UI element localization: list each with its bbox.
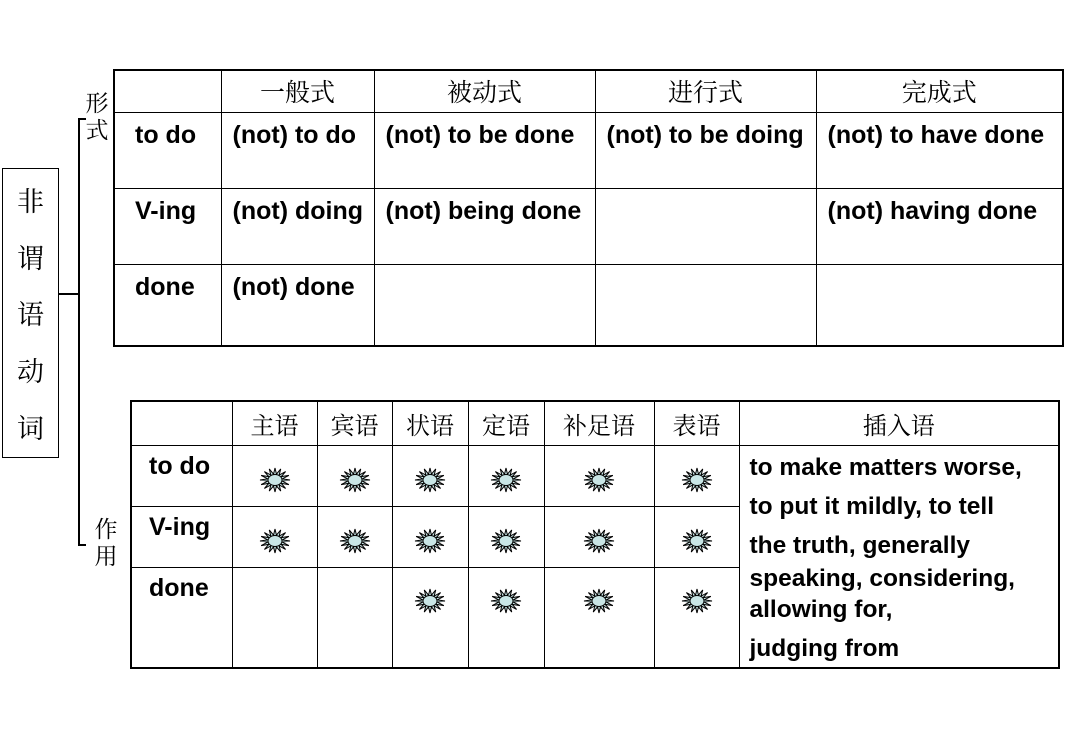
header-cell — [131, 401, 232, 445]
mark-cell — [544, 567, 654, 668]
mark-cell — [468, 506, 544, 567]
header-cell: 主语 — [232, 401, 317, 445]
title-char: 动 — [17, 357, 44, 389]
mark-cell — [392, 567, 468, 668]
mark-cell — [232, 445, 317, 506]
sun-icon — [581, 465, 617, 495]
header-cell: 补足语 — [544, 401, 654, 445]
sun-icon — [412, 465, 448, 495]
table-row — [114, 188, 1063, 264]
row-header: V-ing — [131, 506, 232, 567]
header-cell: 进行式 — [595, 70, 816, 112]
sun-icon — [412, 526, 448, 556]
row-header: done — [114, 264, 221, 346]
mark-cell — [392, 506, 468, 567]
table-cell — [595, 264, 816, 346]
header-cell: 一般式 — [221, 70, 374, 112]
function-table — [130, 400, 1060, 669]
row-header: to do — [131, 445, 232, 506]
bracket-bottom-tick — [78, 544, 86, 546]
mark-cell — [232, 567, 317, 668]
sun-icon — [679, 465, 715, 495]
bracket-stem — [59, 293, 79, 295]
row-header: V-ing — [114, 188, 221, 264]
mark-cell — [468, 567, 544, 668]
sun-icon — [679, 526, 715, 556]
mark-cell — [654, 506, 739, 567]
table-cell — [374, 264, 595, 346]
sun-icon — [412, 586, 448, 616]
insertion-line: allowing for, — [749, 595, 893, 623]
title-char: 词 — [17, 414, 44, 446]
form-label: 形 式 — [85, 91, 109, 144]
header-cell: 定语 — [468, 401, 544, 445]
forms-table — [113, 69, 1064, 347]
sun-icon — [581, 526, 617, 556]
title-char: 语 — [17, 300, 44, 332]
sun-icon — [488, 465, 524, 495]
mark-cell — [544, 445, 654, 506]
mark-cell — [317, 567, 392, 668]
table-header-row — [131, 401, 1059, 445]
mark-cell — [317, 506, 392, 567]
header-cell: 状语 — [392, 401, 468, 445]
title-char: 非 — [17, 186, 44, 218]
insertion-line: to make matters worse, — [749, 453, 1022, 481]
title-box — [2, 168, 59, 458]
table-cell: (not) to do — [221, 112, 374, 188]
row-header: to do — [114, 112, 221, 188]
header-cell: 被动式 — [374, 70, 595, 112]
header-cell: 宾语 — [317, 401, 392, 445]
table-cell: (not) being done — [374, 188, 595, 264]
sun-icon — [488, 586, 524, 616]
table-row — [131, 445, 1059, 506]
sun-icon — [337, 465, 373, 495]
table-cell: (not) having done — [816, 188, 1063, 264]
table-cell: (not) to be doing — [595, 112, 816, 188]
sun-icon — [679, 586, 715, 616]
table-row — [114, 264, 1063, 346]
table-cell: (not) doing — [221, 188, 374, 264]
sun-icon — [257, 465, 293, 495]
mark-cell — [317, 445, 392, 506]
bracket-vertical — [78, 118, 80, 545]
mark-cell — [232, 506, 317, 567]
table-cell: (not) done — [221, 264, 374, 346]
insertion-examples — [739, 445, 1059, 668]
title-char: 谓 — [17, 243, 44, 275]
insertion-line: the truth, generally — [749, 531, 971, 559]
header-cell: 完成式 — [816, 70, 1063, 112]
header-cell: 插入语 — [739, 401, 1059, 445]
insertion-line: to put it mildly, to tell — [749, 492, 995, 520]
mark-cell — [654, 567, 739, 668]
function-label: 作 用 — [94, 517, 118, 570]
table-header-row — [114, 70, 1063, 112]
mark-cell — [544, 506, 654, 567]
table-cell — [816, 264, 1063, 346]
mark-cell — [468, 445, 544, 506]
mark-cell — [654, 445, 739, 506]
mark-cell — [392, 445, 468, 506]
table-row — [114, 112, 1063, 188]
insertion-line: speaking, considering, — [749, 564, 1015, 592]
table-cell: (not) to be done — [374, 112, 595, 188]
row-header: done — [131, 567, 232, 668]
table-cell — [595, 188, 816, 264]
insertion-line: judging from — [749, 634, 900, 662]
header-cell: 表语 — [654, 401, 739, 445]
sun-icon — [337, 526, 373, 556]
table-cell: (not) to have done — [816, 112, 1063, 188]
header-cell — [114, 70, 221, 112]
sun-icon — [581, 586, 617, 616]
sun-icon — [257, 526, 293, 556]
sun-icon — [488, 526, 524, 556]
